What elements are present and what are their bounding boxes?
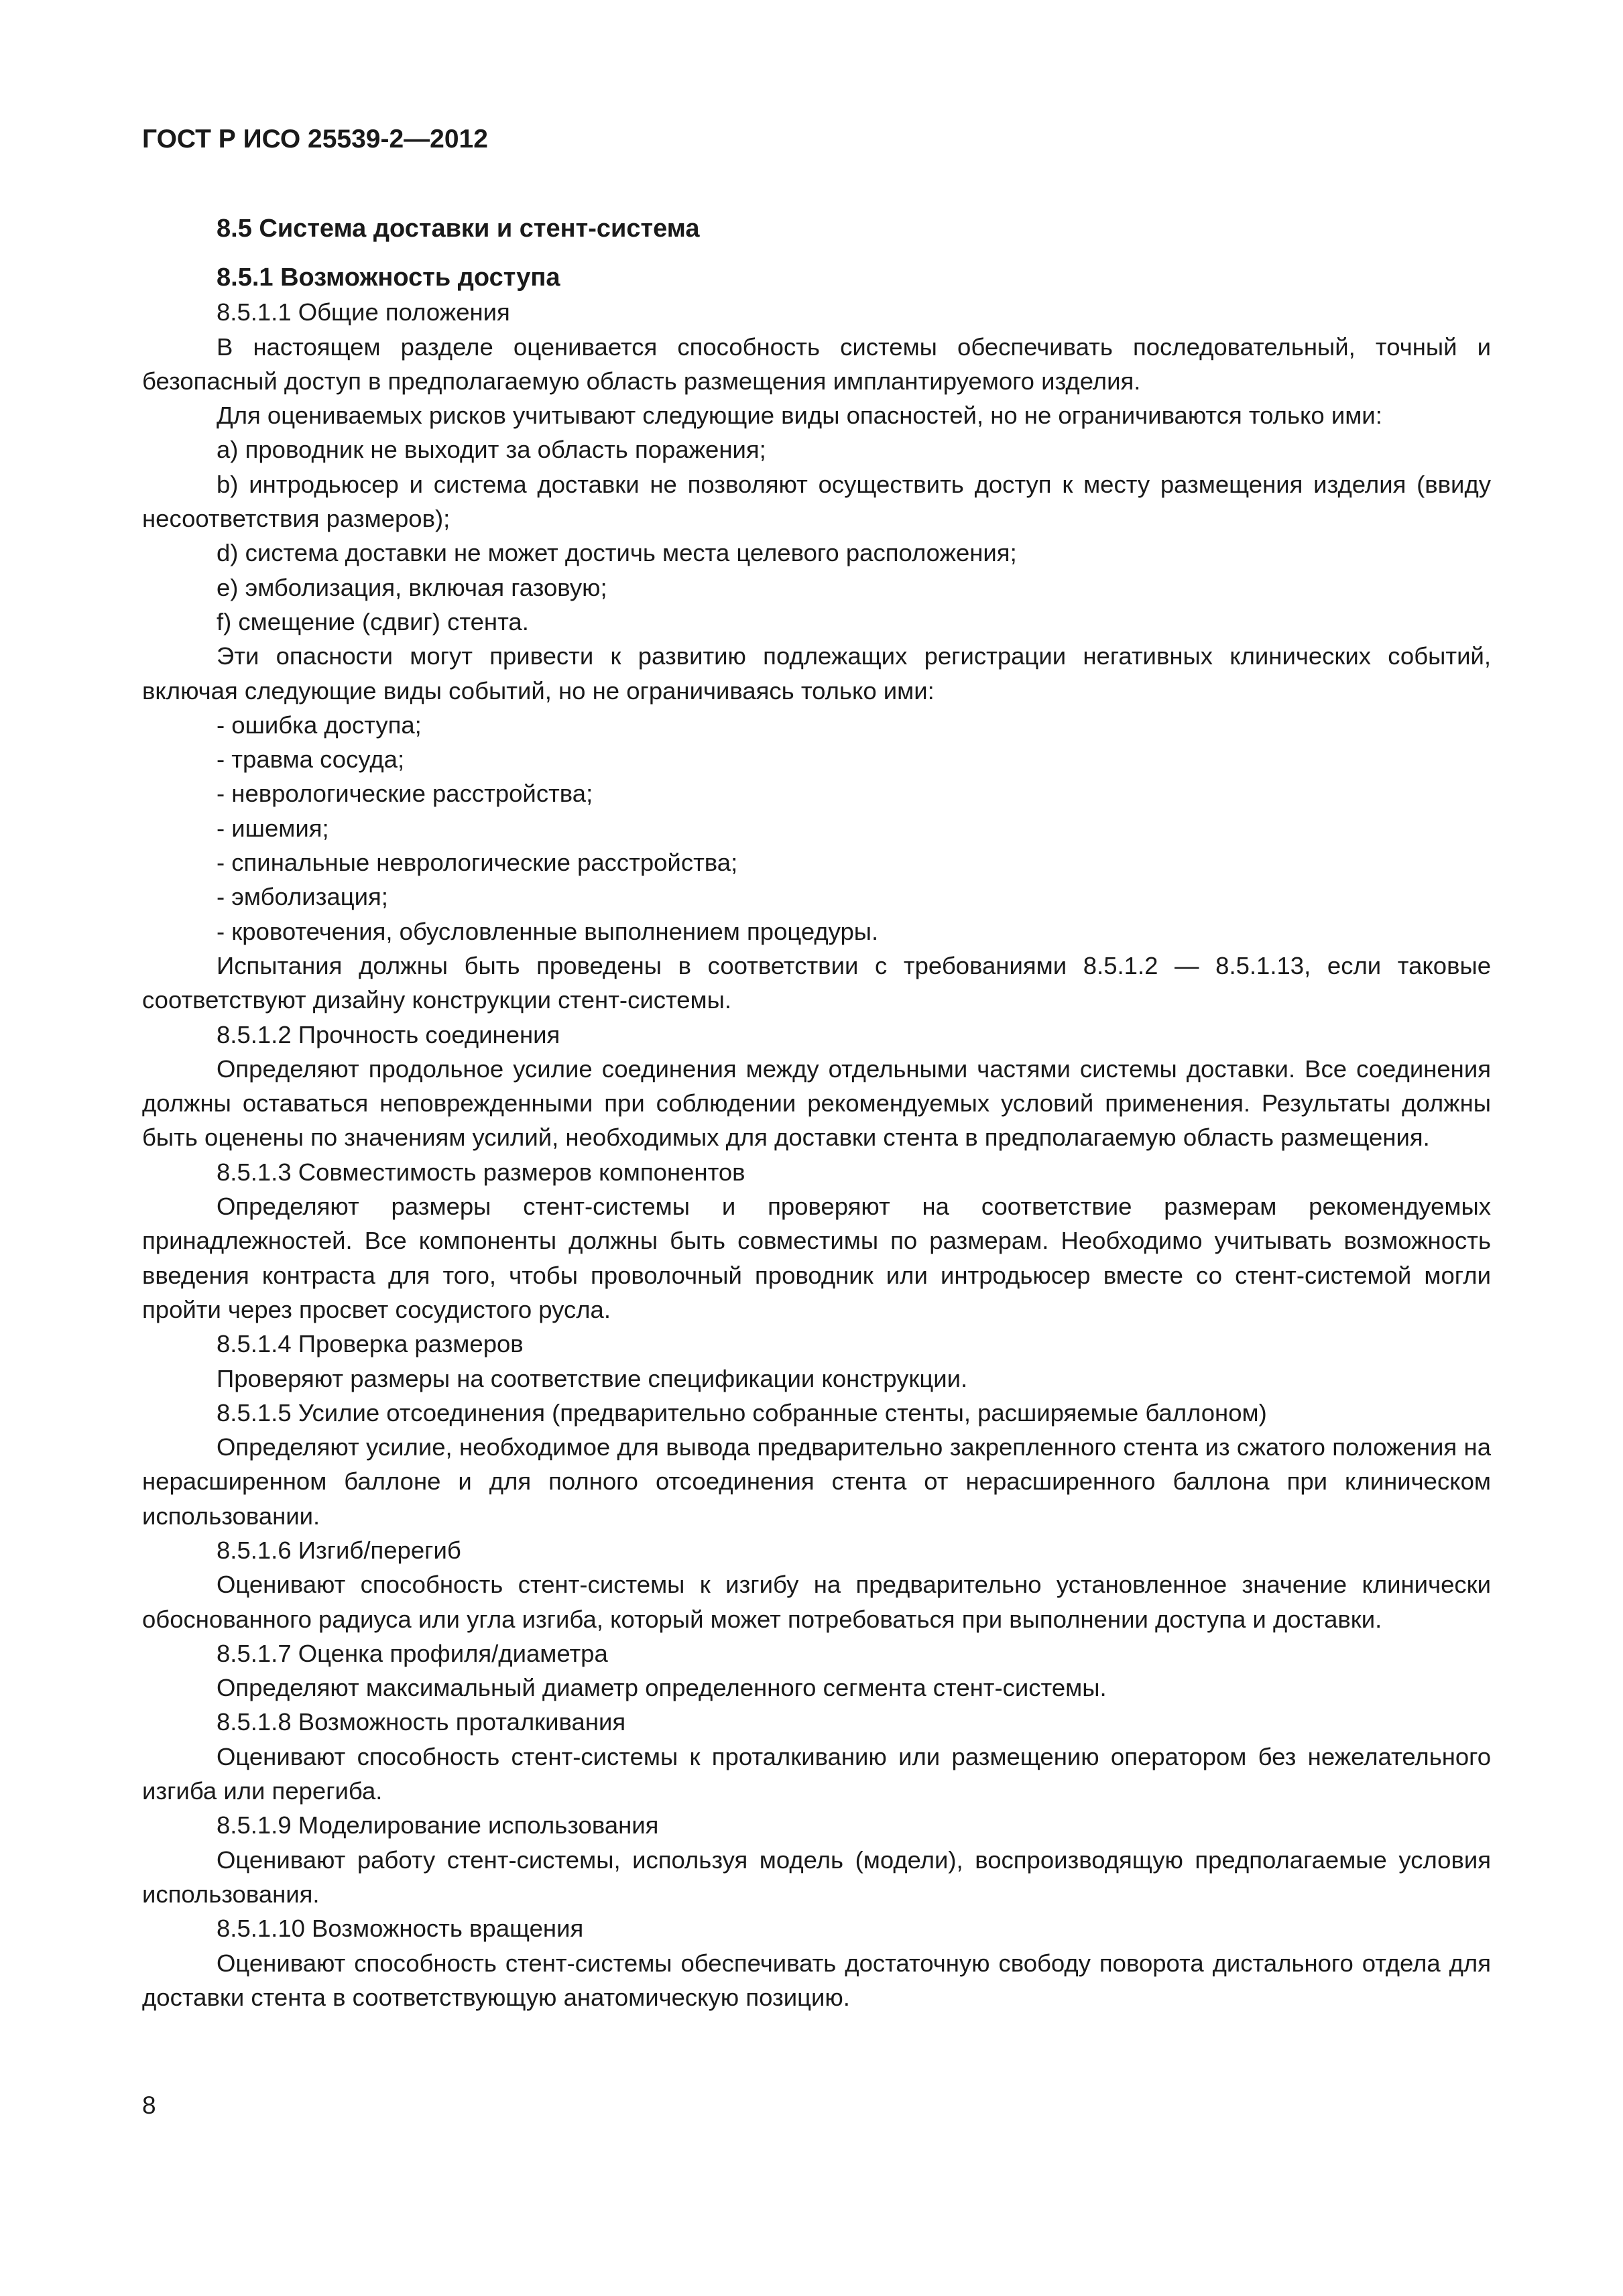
list-item: - спинальные неврологические расстройства; [217, 849, 738, 877]
section-title: 8.5 Система доставки и стент-система [217, 215, 700, 243]
list-item: b) интродьюсер и система доставки не позволяют осуществить доступ к месту размещения изделия (ввиду несоответствия размеров); [142, 470, 1491, 533]
list-item: e) эмболизация, включая газовую; [217, 573, 607, 601]
paragraph: Определяют размеры стент-системы и проверяют на соответствие размерам рекомендуемых принадлежностей. Все компоненты должны быть совместимы по размерам. Необходимо учитывать возможность введения контраста для того, чтобы проволочный проводник или интродьюсер вместе со стент-системой могли пройти через просвет сосудистого русла. [142, 1193, 1491, 1323]
paragraph: Оценивают работу стент-системы, используя модель (модели), воспроизводящую предполагаемые условия использования. [142, 1846, 1491, 1908]
paragraph: Для оцениваемых рисков учитывают следующие виды опасностей, но не ограничиваются только ими: [217, 402, 1382, 430]
paragraph: В настоящем разделе оценивается способность системы обеспечивать последовательный, точный и безопасный доступ в предполагаемую область размещения имплантируемого изделия. [142, 333, 1491, 395]
paragraph: 8.5.1.1 Общие положения [217, 298, 510, 326]
list-item: f) смещение (сдвиг) стента. [217, 607, 529, 636]
list-item: d) система доставки не может достичь места целевого расположения; [217, 539, 1017, 567]
list-item: a) проводник не выходит за область поражения; [217, 436, 766, 464]
clause-heading: 8.5.1.9 Моделирование использования [217, 1811, 659, 1839]
standard-id-header: ГОСТ Р ИСО 25539-2—2012 [142, 125, 488, 154]
paragraph: Проверяют размеры на соответствие спецификации конструкции. [217, 1364, 968, 1392]
clause-heading: 8.5.1.5 Усилие отсоединения (предварительно собранные стенты, расширяемые баллоном) [217, 1398, 1267, 1427]
paragraph: Определяют усилие, необходимое для вывода предварительно закрепленного стента из сжатого положения на нерасширенном баллоне и для полного отсоединения стента от нерасширенного баллона при клиническом использовании. [142, 1433, 1491, 1530]
list-item: - неврологические расстройства; [217, 780, 593, 808]
paragraph: Оценивают способность стент-системы обеспечивать достаточную свободу поворота дистального отдела для доставки стента в соответствующую анатомическую позицию. [142, 1949, 1491, 2011]
paragraph: Оценивают способность стент-системы к изгибу на предварительно установленное значение клинически обоснованного радиуса или угла изгиба, который может потребоваться при выполнении доступа и доставки. [142, 1571, 1491, 1633]
paragraph: Определяют максимальный диаметр определенного сегмента стент-системы. [217, 1674, 1107, 1702]
clause-heading: 8.5.1.10 Возможность вращения [217, 1915, 584, 1943]
document-body [142, 212, 1491, 2014]
paragraph: Испытания должны быть проведены в соответствии с требованиями 8.5.1.2 — 8.5.1.13, если таковые соответствуют дизайну конструкции стент-системы. [142, 951, 1491, 1014]
document-page [142, 122, 1491, 2014]
list-item: - кровотечения, обусловленные выполнением процедуры. [217, 917, 879, 945]
subsection-title: 8.5.1 Возможность доступа [217, 263, 560, 292]
clause-heading: 8.5.1.7 Оценка профиля/диаметра [217, 1639, 608, 1667]
clause-heading: 8.5.1.4 Проверка размеров [217, 1330, 524, 1358]
list-item: - эмболизация; [217, 883, 388, 911]
clause-heading: 8.5.1.6 Изгиб/перегиб [217, 1536, 461, 1564]
paragraph: Эти опасности могут привести к развитию подлежащих регистрации негативных клинических событий, включая следующие виды событий, но не ограничиваясь только ими: [142, 642, 1491, 705]
list-item: - ошибка доступа; [217, 711, 422, 739]
clause-heading: 8.5.1.3 Совместимость размеров компонентов [217, 1158, 745, 1186]
paragraph: Оценивают способность стент-системы к проталкиванию или размещению оператором без нежелательного изгиба или перегиба. [142, 1742, 1491, 1805]
clause-heading: 8.5.1.2 Прочность соединения [217, 1020, 560, 1048]
list-item: - травма сосуда; [217, 745, 405, 774]
clause-heading: 8.5.1.8 Возможность проталкивания [217, 1708, 626, 1736]
list-item: - ишемия; [217, 814, 329, 842]
paragraph: Определяют продольное усилие соединения между отдельными частями системы доставки. Все соединения должны оставаться неповрежденными при соблюдении рекомендуемых условий применения. Результаты должны быть оценены по значениям усилий, необходимых для доставки стента в предполагаемую область размещения. [142, 1054, 1491, 1152]
page-number: 8 [142, 2092, 156, 2119]
